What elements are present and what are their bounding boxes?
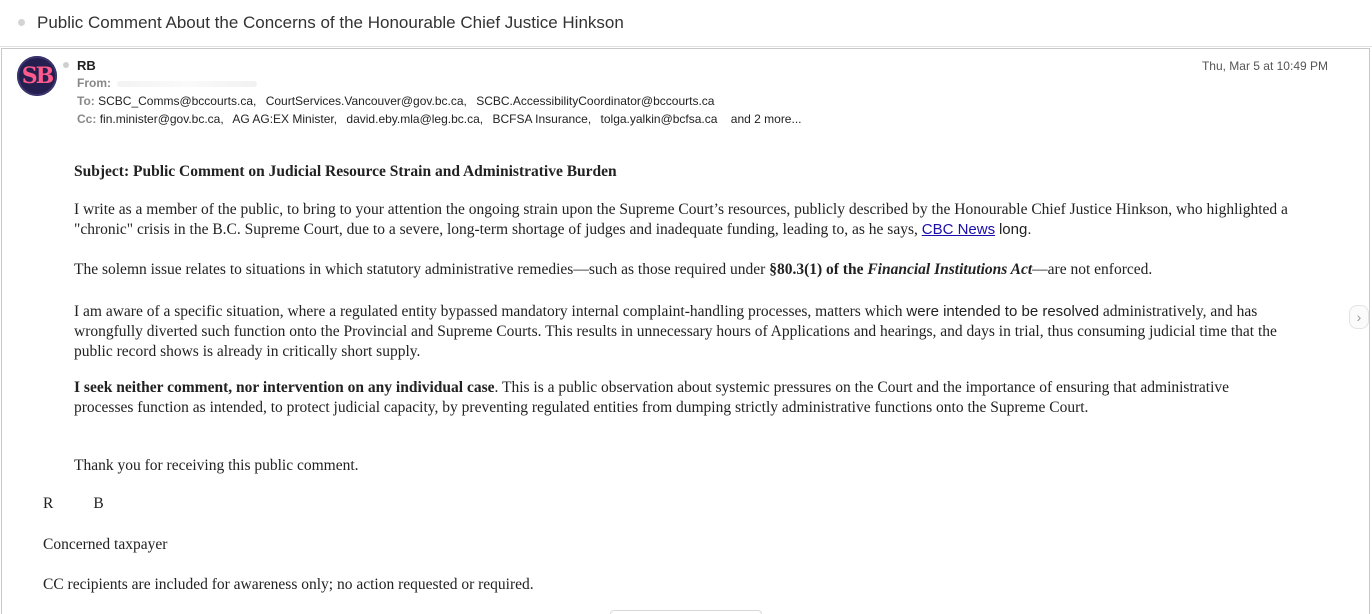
body-paragraph-4 xyxy=(74,378,1289,418)
body-paragraph-2 xyxy=(74,260,1304,280)
from-line xyxy=(77,76,257,90)
presence-dot-icon xyxy=(63,62,69,68)
to-line xyxy=(77,94,720,108)
body-subject-line: Subject: Public Comment on Judicial Resource Strain and Administrative Burden xyxy=(74,163,617,180)
message-title-bar xyxy=(0,0,1372,47)
message-subject-title: Public Comment About the Concerns of the Honourable Chief Justice Hinkson xyxy=(37,13,624,32)
bottom-toolbar-handle[interactable] xyxy=(610,610,762,614)
signature-name xyxy=(43,495,104,513)
cc-recipient[interactable]: fin.minister@gov.bc.ca, xyxy=(99,112,224,126)
cc-line xyxy=(77,112,802,126)
paragraph-text: I write as a member of the public, to bring to your attention the ongoing strain upon the Supreme Court’s resources, publicly described by the Honourable Chief Justice Hinkson, who highlighted a "chronic" crisis in the B.C. Supreme Court, due to a severe, long-term shortage of judges and inadequate funding, leading to, as he says, xyxy=(74,201,1288,238)
from-label: From: xyxy=(77,76,111,90)
paragraph-text: . This is a public observation about systemic pressures on the Court and the importance of ensuring that administrative processes function as intended, to protect judicial capacity, by preventing regulated entities from dumping strictly administrative functions onto the Supreme Court. xyxy=(74,379,1230,416)
recipient[interactable]: SCBC.AccessibilityCoordinator@bccourts.ca xyxy=(476,94,715,108)
recipient[interactable]: CourtServices.Vancouver@gov.bc.ca, xyxy=(265,94,467,108)
sender-name[interactable]: RB xyxy=(77,58,96,73)
unread-dot-icon xyxy=(18,19,25,26)
more-recipients-link[interactable]: and 2 more... xyxy=(730,112,802,126)
statute-section: §80.3(1) of the xyxy=(769,261,864,278)
signature-initial-first: R xyxy=(43,495,54,512)
paragraph-emphasis: I seek neither comment, nor intervention on any individual case xyxy=(74,379,495,396)
paragraph-text: administratively, and has wrongfully diverted such function onto the Provincial and Supreme Courts. This results in unnecessary hours of Applications and hearings, and days in trial, thus consuming judicial time that the public record shows is already in critically short supply. xyxy=(74,303,1277,360)
cc-note: CC recipients are included for awareness only; no action requested or required. xyxy=(43,576,534,593)
message-date: Thu, Mar 5 at 10:49 PM xyxy=(1201,59,1328,73)
paragraph-text: were intended to be resolved xyxy=(906,303,1100,320)
paragraph-text: —are not enforced. xyxy=(1032,261,1153,278)
cc-recipient[interactable]: AG AG:EX Minister, xyxy=(232,112,338,126)
paragraph-text: The solemn issue relates to situations in which statutory administrative remedies—such as those required under xyxy=(74,261,766,278)
signature-role: Concerned taxpayer xyxy=(43,536,168,553)
recipient[interactable]: SCBC_Comms@bccourts.ca, xyxy=(98,94,257,108)
paragraph-text: I am aware of a specific situation, where a regulated entity bypassed mandatory internal complaint-handling processes, matters which xyxy=(74,303,903,320)
cbc-news-link[interactable]: CBC News xyxy=(921,221,996,238)
body-paragraph-3 xyxy=(74,302,1289,362)
body-paragraph-1 xyxy=(74,200,1304,240)
cc-recipient[interactable]: BCFSA Insurance, xyxy=(492,112,592,126)
cc-label: Cc: xyxy=(77,112,97,126)
next-message-chevron-icon[interactable]: › xyxy=(1349,305,1369,329)
cc-recipient[interactable]: tolga.yalkin@bcfsa.ca xyxy=(600,112,718,126)
paragraph-tail: long. xyxy=(998,221,1032,238)
statute-name: Financial Institutions Act xyxy=(867,261,1033,278)
avatar[interactable]: SB xyxy=(17,56,57,96)
to-label: To: xyxy=(77,94,95,108)
cc-recipient[interactable]: david.eby.mla@leg.bc.ca, xyxy=(346,112,484,126)
redacted-sender-address xyxy=(117,81,257,87)
signature-initial-last: B xyxy=(93,495,104,512)
body-paragraph-5: Thank you for receiving this public comment. xyxy=(74,457,359,474)
